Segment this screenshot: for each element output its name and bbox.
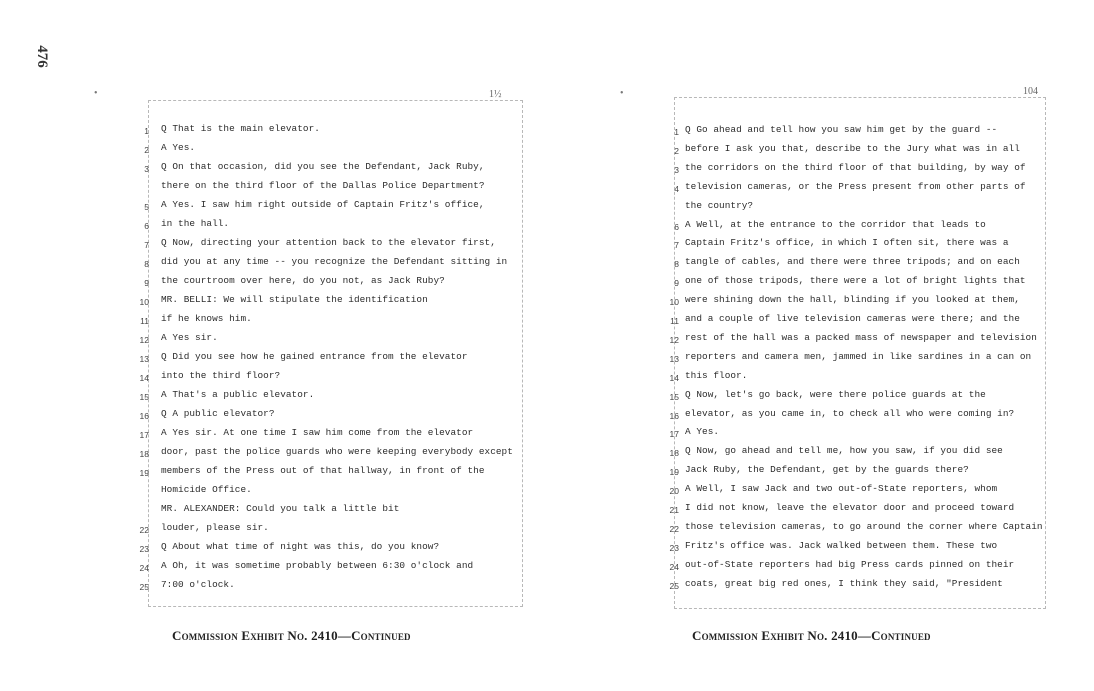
- right-corner-mark: •: [620, 88, 624, 99]
- transcript-line: [139, 294, 522, 312]
- line-number: 9: [144, 278, 149, 288]
- line-text: I did not know, leave the elevator door and proceed toward: [685, 502, 1015, 513]
- transcript-line: [144, 237, 522, 255]
- line-number: 25: [669, 580, 679, 591]
- line-text: MR. BELLI: We will stipulate the identification: [161, 294, 428, 305]
- line-text: door, past the police guards who were keeping everybody except: [161, 446, 513, 457]
- line-text: Q Now, directing your attention back to the elevator first,: [161, 237, 496, 248]
- line-text: one of those tripods, there were a lot of bright lights that: [685, 275, 1026, 287]
- transcript-line: [139, 370, 522, 388]
- line-number: 8: [674, 259, 679, 270]
- line-number: 14: [669, 372, 679, 383]
- line-text: Homicide Office.: [161, 484, 252, 495]
- line-text: elevator, as you came in, to check all who were coming in?: [685, 407, 1015, 419]
- line-number: 10: [139, 297, 149, 307]
- line-text: did you at any time -- you recognize the Defendant sitting in: [161, 256, 508, 267]
- line-text: and a couple of live television cameras were there; and the: [685, 313, 1020, 324]
- transcript-line: [149, 484, 522, 502]
- transcript-line: [144, 275, 522, 293]
- line-text: MR. ALEXANDER: Could you talk a little bit: [161, 503, 400, 514]
- line-text: in the hall.: [161, 218, 230, 229]
- line-number: 16: [669, 410, 679, 421]
- transcript-line: [675, 256, 1045, 274]
- line-text: A Yes. I saw him right outside of Captain Fritz's office,: [161, 199, 485, 210]
- line-text: A Well, at the entrance to the corridor that leads to: [685, 218, 986, 230]
- transcript-line: [669, 407, 1045, 426]
- line-number: 18: [669, 448, 679, 459]
- transcript-line: [669, 369, 1045, 388]
- transcript-line: [139, 560, 522, 578]
- right-exhibit-caption: Commission Exhibit No. 2410—Continued: [692, 628, 931, 643]
- side-page-number: 476: [33, 45, 50, 68]
- transcript-line: [675, 162, 1045, 180]
- transcript-line: [669, 483, 1045, 501]
- line-number: 6: [674, 221, 679, 232]
- transcript-line: [669, 539, 1045, 558]
- line-text: A Yes.: [685, 426, 720, 438]
- transcript-line: [140, 313, 522, 331]
- transcript-line: [675, 237, 1045, 255]
- line-text: Q On that occasion, did you see the Defendant, Jack Ruby,: [161, 161, 485, 172]
- line-text: those television cameras, to go around the corner where Captain: [685, 520, 1043, 532]
- line-text: reporters and camera men, jammed in like sardines in a can on: [685, 350, 1032, 362]
- line-number: 21: [669, 505, 679, 515]
- line-text: A Oh, it was sometime probably between 6:30 o'clock and: [161, 560, 474, 571]
- line-text: tangle of cables, and there were three tripods; and on each: [685, 256, 1020, 268]
- line-number: 12: [669, 334, 679, 345]
- transcript-line: [675, 200, 1045, 218]
- line-number: 2: [144, 145, 149, 155]
- line-number: 1: [674, 127, 679, 137]
- transcript-line: [149, 180, 522, 198]
- transcript-line: [144, 142, 522, 160]
- transcript-line: [669, 558, 1045, 577]
- line-number: 16: [139, 411, 149, 421]
- line-number: 19: [669, 467, 679, 478]
- line-text: Captain Fritz's office, in which I often sit, there was a: [685, 237, 1009, 249]
- line-text: if he knows him.: [161, 313, 252, 324]
- left-exhibit-caption: Commission Exhibit No. 2410—Continued: [172, 628, 411, 643]
- line-text: A Yes sir. At one time I saw him come from the elevator: [161, 427, 474, 438]
- line-text: the corridors on the third floor of that building, by way of: [685, 161, 1026, 173]
- line-text: out-of-State reporters had big Press cards pinned on their: [685, 558, 1015, 570]
- transcript-line: [675, 275, 1045, 293]
- line-text: this floor.: [685, 369, 748, 381]
- line-text: A Yes.: [161, 142, 196, 153]
- transcript-line: [669, 388, 1045, 407]
- line-text: members of the Press out of that hallway, in front of the: [161, 465, 485, 476]
- line-number: 4: [674, 183, 679, 194]
- line-text: Q That is the main elevator.: [161, 123, 320, 134]
- line-text: Q About what time of night was this, do you know?: [161, 541, 440, 552]
- transcript-line: [144, 199, 522, 217]
- line-number: 11: [670, 316, 679, 326]
- line-text: television cameras, or the Press present from other parts of: [685, 180, 1026, 192]
- line-number: 22: [669, 523, 679, 534]
- line-text: A That's a public elevator.: [161, 389, 315, 400]
- line-number: 9: [674, 278, 679, 289]
- transcript-line: [139, 408, 522, 426]
- line-number: 2: [674, 145, 679, 156]
- transcript-line: [675, 181, 1045, 199]
- transcript-line: [139, 351, 522, 369]
- line-text: Jack Ruby, the Defendant, get by the guards there?: [685, 464, 969, 476]
- line-text: the country?: [685, 199, 754, 211]
- transcript-line: [144, 218, 522, 236]
- line-text: Q A public elevator?: [161, 408, 275, 419]
- line-text: rest of the hall was a packed mass of newspaper and television: [685, 331, 1037, 343]
- line-number: 22: [139, 525, 149, 535]
- transcript-line: [669, 502, 1045, 520]
- transcript-line: [669, 294, 1045, 312]
- line-text: A Well, I saw Jack and two out-of-State reporters, whom: [685, 483, 998, 495]
- transcript-line: [139, 465, 522, 483]
- line-text: Fritz's office was. Jack walked between them. These two: [685, 539, 998, 551]
- line-number: 6: [144, 221, 149, 231]
- transcript-line: [669, 520, 1045, 539]
- line-number: 17: [669, 429, 679, 440]
- transcript-line: [139, 427, 522, 445]
- line-number: 23: [139, 544, 149, 554]
- line-number: 23: [669, 542, 679, 553]
- left-corner-mark: •: [94, 88, 98, 99]
- line-text: were shining down the hall, blinding if you looked at them,: [685, 294, 1020, 306]
- line-number: 12: [139, 335, 149, 345]
- line-number: 8: [144, 259, 149, 269]
- line-text: into the third floor?: [161, 370, 281, 381]
- line-text: louder, please sir.: [161, 522, 269, 533]
- line-text: Q Go ahead and tell how you saw him get by the guard --: [685, 124, 998, 135]
- line-number: 13: [139, 354, 149, 364]
- line-number: 18: [139, 449, 149, 459]
- transcript-line: [139, 522, 522, 540]
- transcript-line: [669, 577, 1045, 596]
- transcript-line: [144, 123, 522, 141]
- line-text: the courtroom over here, do you not, as Jack Ruby?: [161, 275, 445, 286]
- line-text: coats, great big red ones, I think they said, "President: [685, 577, 1003, 589]
- line-text: there on the third floor of the Dallas Police Department?: [161, 180, 485, 191]
- transcript-line: [144, 161, 522, 179]
- transcript-line: [139, 332, 522, 350]
- line-text: Q Did you see how he gained entrance from the elevator: [161, 351, 468, 362]
- line-number: 19: [139, 468, 149, 478]
- line-text: Q Now, go ahead and tell me, how you saw, if you did see: [685, 445, 1003, 457]
- transcript-line: [139, 446, 522, 464]
- transcript-line: [669, 464, 1045, 482]
- left-transcript-page: [139, 89, 523, 607]
- transcript-line: [669, 331, 1045, 350]
- line-number: 11: [140, 316, 149, 326]
- line-number: 24: [669, 561, 679, 572]
- line-number: 10: [669, 297, 679, 308]
- left-page-number: 1½: [489, 89, 502, 100]
- transcript-line: [139, 389, 522, 407]
- line-number: 1: [144, 126, 149, 136]
- line-number: 15: [139, 392, 149, 402]
- transcript-line: [675, 219, 1045, 237]
- line-number: 7: [674, 240, 679, 251]
- transcript-line: [139, 541, 522, 559]
- transcript-line: [670, 313, 1045, 331]
- transcript-line: [149, 503, 522, 521]
- line-number: 13: [669, 353, 679, 364]
- transcript-line: [669, 426, 1045, 444]
- line-text: before I ask you that, describe to the Jury what was in all: [685, 142, 1020, 154]
- transcript-line: [669, 350, 1045, 369]
- line-number: 7: [144, 240, 149, 250]
- transcript-line: [669, 445, 1045, 463]
- line-number: 15: [669, 391, 679, 402]
- transcript-line: [139, 579, 522, 597]
- line-number: 17: [139, 430, 149, 440]
- line-number: 20: [669, 486, 679, 497]
- line-number: 3: [674, 164, 679, 175]
- transcript-line: [144, 256, 522, 274]
- line-number: 5: [144, 202, 149, 212]
- line-number: 25: [139, 582, 149, 592]
- line-number: 24: [139, 563, 149, 573]
- right-transcript-page: [669, 86, 1046, 609]
- line-text: Q Now, let's go back, were there police guards at the: [685, 388, 986, 400]
- transcript-line: [675, 124, 1045, 142]
- transcript-line: [675, 143, 1045, 161]
- line-number: 14: [139, 373, 149, 383]
- right-page-number: 104: [1023, 86, 1038, 97]
- line-number: 3: [144, 164, 149, 174]
- line-text: A Yes sir.: [161, 332, 218, 343]
- line-text: 7:00 o'clock.: [161, 579, 235, 590]
